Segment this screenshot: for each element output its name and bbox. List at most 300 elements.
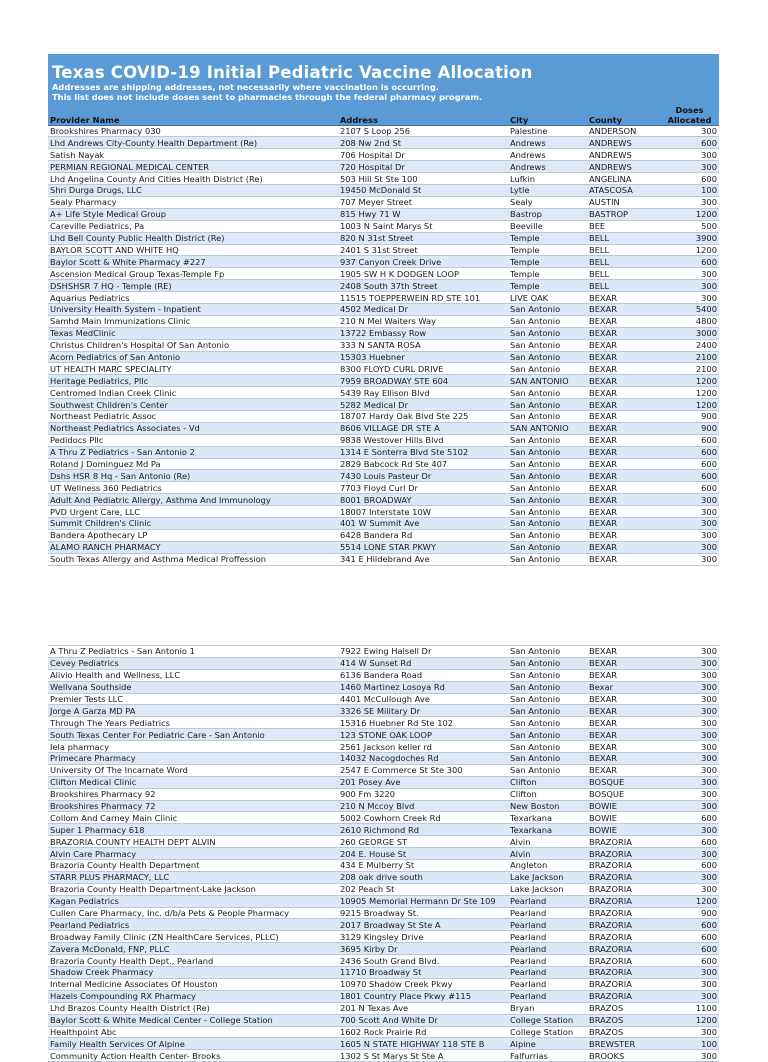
cell-city: College Station: [508, 1014, 587, 1026]
cell-address: 260 GEORGE ST: [338, 836, 508, 848]
cell-doses: 1200: [660, 387, 719, 399]
table-row: [48, 693, 719, 705]
cell-county: BOWIE: [587, 824, 660, 836]
cell-county: BELL: [587, 244, 660, 256]
cell-city: College Station: [508, 1026, 587, 1038]
cell-doses: 300: [660, 824, 719, 836]
cell-provider: Brazoria County Health Dept., Pearland: [48, 955, 338, 967]
cell-address: 900 Fm 3220: [338, 788, 508, 800]
cell-city: San Antonio: [508, 327, 587, 339]
cell-address: 19450 McDonald St: [338, 185, 508, 197]
cell-address: 210 N Mccoy Blvd: [338, 800, 508, 812]
cell-city: Lufkin: [508, 173, 587, 185]
cell-address: 4502 Medical Dr: [338, 303, 508, 315]
table-row: [48, 506, 719, 518]
table-row: [48, 553, 719, 565]
cell-doses: 300: [660, 848, 719, 860]
table-row: [48, 458, 719, 470]
table-row: [48, 669, 719, 681]
table-row: [48, 860, 719, 872]
cell-doses: 300: [660, 776, 719, 788]
cell-county: BEXAR: [587, 446, 660, 458]
cell-address: 11710 Broadway St: [338, 967, 508, 979]
cell-city: San Antonio: [508, 741, 587, 753]
cell-provider: Healthpoint Abc: [48, 1026, 338, 1038]
table-row: [48, 646, 719, 658]
table-row: [48, 1038, 719, 1050]
allocation-table: [48, 105, 719, 566]
cell-city: San Antonio: [508, 541, 587, 553]
cell-provider: Alivio Health and Wellness, LLC: [48, 669, 338, 681]
table-row: [48, 292, 719, 304]
table-row: [48, 919, 719, 931]
cell-city: San Antonio: [508, 764, 587, 776]
cell-city: San Antonio: [508, 753, 587, 765]
cell-doses: 600: [660, 836, 719, 848]
cell-city: Lake Jackson: [508, 883, 587, 895]
cell-address: 9838 Westover Hills Blvd: [338, 434, 508, 446]
cell-doses: 300: [660, 978, 719, 990]
cell-city: New Boston: [508, 800, 587, 812]
table-row: [48, 387, 719, 399]
cell-address: 5439 Ray Ellison Blvd: [338, 387, 508, 399]
table-row: [48, 280, 719, 292]
cell-city: Andrews: [508, 161, 587, 173]
table-row: [48, 895, 719, 907]
cell-provider: STARR PLUS PHARMACY, LLC: [48, 871, 338, 883]
cell-city: Bastrop: [508, 208, 587, 220]
cell-provider: Cullen Care Pharmacy, Inc. d/b/a Pets & People Pharmacy: [48, 907, 338, 919]
cell-city: San Antonio: [508, 351, 587, 363]
cell-provider: Broadway Family Clinic (ZN HealthCare Services, PLLC): [48, 931, 338, 943]
cell-address: 2829 Babcock Rd Ste 407: [338, 458, 508, 470]
cell-doses: 300: [660, 125, 719, 137]
cell-county: BRAZORIA: [587, 978, 660, 990]
cell-city: San Antonio: [508, 494, 587, 506]
cell-address: 201 Posey Ave: [338, 776, 508, 788]
cell-city: Pearland: [508, 919, 587, 931]
cell-county: BRAZOS: [587, 1002, 660, 1014]
cell-address: 7703 Floyd Curl Dr: [338, 482, 508, 494]
cell-doses: 300: [660, 646, 719, 658]
cell-doses: 300: [660, 729, 719, 741]
table-row: [48, 315, 719, 327]
cell-city: San Antonio: [508, 506, 587, 518]
cell-county: BEXAR: [587, 339, 660, 351]
cell-county: BEXAR: [587, 351, 660, 363]
cell-city: Sealy: [508, 196, 587, 208]
table-row: [48, 776, 719, 788]
cell-doses: 300: [660, 990, 719, 1002]
cell-county: BRAZORIA: [587, 860, 660, 872]
cell-address: 4401 McCullough Ave: [338, 693, 508, 705]
cell-doses: 300: [660, 800, 719, 812]
sheet-subtitle-pharmacy-note: This list does not include doses sent to pharmacies through the federal pharmacy program.: [52, 92, 483, 103]
cell-address: 333 N SANTA ROSA: [338, 339, 508, 351]
cell-provider: Baylor Scott & White Medical Center - College Station: [48, 1014, 338, 1026]
table-row: [48, 494, 719, 506]
cell-provider: Summit Children's Clinic: [48, 517, 338, 529]
cell-county: BELL: [587, 280, 660, 292]
cell-provider: Lhd Bell County Public Health District (Re): [48, 232, 338, 244]
cell-address: 6428 Bandera Rd: [338, 529, 508, 541]
cell-address: 1905 SW H K DODGEN LOOP: [338, 268, 508, 280]
cell-provider: Northeast Pediatrics Associates - Vd: [48, 422, 338, 434]
table-row: [48, 256, 719, 268]
table-row: [48, 482, 719, 494]
cell-provider: UT Wellness 360 Pediatrics: [48, 482, 338, 494]
cell-address: 2408 South 37th Street: [338, 280, 508, 292]
table-row: [48, 517, 719, 529]
column-header-provider: Provider Name: [48, 105, 338, 126]
cell-doses: 300: [660, 541, 719, 553]
cell-doses: 1200: [660, 375, 719, 387]
cell-address: 2017 Broadway St Ste A: [338, 919, 508, 931]
cell-city: Lake Jackson: [508, 871, 587, 883]
cell-address: 7959 BROADWAY STE 604: [338, 375, 508, 387]
allocation-sheet-continued: [48, 645, 719, 1062]
cell-provider: Iela pharmacy: [48, 741, 338, 753]
cell-county: BEXAR: [587, 327, 660, 339]
cell-provider: Northeast Pediatric Assoc: [48, 410, 338, 422]
cell-city: Andrews: [508, 149, 587, 161]
cell-provider: A Thru Z Pediatrics - San Antonio 2: [48, 446, 338, 458]
cell-address: 2610 Richmond Rd: [338, 824, 508, 836]
table-row: [48, 410, 719, 422]
cell-county: BEXAR: [587, 705, 660, 717]
cell-doses: 300: [660, 871, 719, 883]
cell-county: BRAZORIA: [587, 990, 660, 1002]
cell-city: San Antonio: [508, 363, 587, 375]
cell-address: 2561 Jackson keller rd: [338, 741, 508, 753]
cell-city: San Antonio: [508, 339, 587, 351]
cell-county: BRAZORIA: [587, 895, 660, 907]
table-row: [48, 990, 719, 1002]
column-header-doses: [660, 105, 719, 126]
table-row: [48, 161, 719, 173]
table-row: [48, 173, 719, 185]
cell-address: 503 Hill St Ste 100: [338, 173, 508, 185]
cell-city: Andrews: [508, 137, 587, 149]
cell-county: BELL: [587, 268, 660, 280]
cell-provider: Satish Nayak: [48, 149, 338, 161]
column-header-county: County: [587, 105, 660, 126]
cell-address: 1302 S St Marys St Ste A: [338, 1050, 508, 1062]
cell-provider: Collom And Carney Main Clinic: [48, 812, 338, 824]
cell-county: BRAZORIA: [587, 848, 660, 860]
table-row: [48, 717, 719, 729]
cell-provider: Internal Medicine Associates Of Houston: [48, 978, 338, 990]
table-row: [48, 446, 719, 458]
cell-county: BRAZORIA: [587, 836, 660, 848]
cell-city: Pearland: [508, 931, 587, 943]
table-row: [48, 978, 719, 990]
cell-doses: 4800: [660, 315, 719, 327]
cell-provider: Sealy Pharmacy: [48, 196, 338, 208]
table-row: [48, 232, 719, 244]
cell-provider: Jorge A Garza MD PA: [48, 705, 338, 717]
table-row: [48, 1050, 719, 1062]
cell-doses: 3900: [660, 232, 719, 244]
cell-county: BEXAR: [587, 375, 660, 387]
cell-doses: 600: [660, 860, 719, 872]
cell-address: 3129 Kingsley Drive: [338, 931, 508, 943]
cell-address: 707 Meyer Street: [338, 196, 508, 208]
table-header-row: [48, 105, 719, 126]
cell-doses: 1200: [660, 208, 719, 220]
cell-city: Beeville: [508, 220, 587, 232]
cell-provider: BAYLOR SCOTT AND WHITE HQ: [48, 244, 338, 256]
cell-doses: 600: [660, 919, 719, 931]
cell-provider: Brazoria County Health Department-Lake Jackson: [48, 883, 338, 895]
cell-doses: 300: [660, 764, 719, 776]
cell-provider: Heritage Pediatrics, Pllc: [48, 375, 338, 387]
cell-county: BROOKS: [587, 1050, 660, 1062]
cell-county: BEXAR: [587, 529, 660, 541]
cell-provider: Careville Pediatrics, Pa: [48, 220, 338, 232]
cell-county: BEXAR: [587, 553, 660, 565]
cell-county: AUSTIN: [587, 196, 660, 208]
allocation-table-continued: [48, 645, 719, 1062]
cell-provider: ALAMO RANCH PHARMACY: [48, 541, 338, 553]
cell-doses: 600: [660, 943, 719, 955]
cell-doses: 300: [660, 506, 719, 518]
cell-doses: 1200: [660, 399, 719, 411]
cell-doses: 300: [660, 705, 719, 717]
table-row: [48, 871, 719, 883]
cell-county: BRAZORIA: [587, 967, 660, 979]
cell-provider: DSHSHSR 7 HQ - Temple (RE): [48, 280, 338, 292]
table-row: [48, 529, 719, 541]
cell-address: 8001 BROADWAY: [338, 494, 508, 506]
cell-provider: Baylor Scott & White Pharmacy #227: [48, 256, 338, 268]
cell-address: 1460 Martinez Losoya Rd: [338, 681, 508, 693]
cell-provider: Centromed Indian Creek Clinic: [48, 387, 338, 399]
cell-county: BEXAR: [587, 741, 660, 753]
cell-county: ATASCOSA: [587, 185, 660, 197]
table-row: [48, 931, 719, 943]
cell-doses: 300: [660, 1026, 719, 1038]
table-row: [48, 764, 719, 776]
cell-county: BASTROP: [587, 208, 660, 220]
column-header-city: City: [508, 105, 587, 126]
cell-doses: 600: [660, 256, 719, 268]
cell-city: Pearland: [508, 978, 587, 990]
cell-address: 202 Peach St: [338, 883, 508, 895]
cell-county: BEXAR: [587, 387, 660, 399]
cell-city: San Antonio: [508, 458, 587, 470]
cell-doses: 300: [660, 292, 719, 304]
cell-county: BRAZORIA: [587, 919, 660, 931]
cell-address: 3326 SE Military Dr: [338, 705, 508, 717]
cell-county: BELL: [587, 232, 660, 244]
table-row: [48, 729, 719, 741]
cell-county: BEXAR: [587, 729, 660, 741]
cell-city: LIVE OAK: [508, 292, 587, 304]
table-row: [48, 196, 719, 208]
cell-city: Temple: [508, 244, 587, 256]
cell-county: BRAZORIA: [587, 955, 660, 967]
cell-provider: Shadow Creek Pharmacy: [48, 967, 338, 979]
cell-provider: Ascension Medical Group Texas-Temple Fp: [48, 268, 338, 280]
cell-address: 8300 FLOYD CURL DRIVE: [338, 363, 508, 375]
cell-city: San Antonio: [508, 693, 587, 705]
cell-provider: Adult And Pediatric Allergy, Asthma And Immunology: [48, 494, 338, 506]
cell-city: San Antonio: [508, 553, 587, 565]
table-row: [48, 883, 719, 895]
cell-address: 208 oak drive south: [338, 871, 508, 883]
cell-provider: Acorn Pediatrics of San Antonio: [48, 351, 338, 363]
cell-address: 2547 E Commerce St Ste 300: [338, 764, 508, 776]
cell-address: 13722 Embassy Row: [338, 327, 508, 339]
cell-address: 11515 TOEPPERWEIN RD STE 101: [338, 292, 508, 304]
cell-doses: 1200: [660, 1014, 719, 1026]
cell-address: 414 W Sunset Rd: [338, 657, 508, 669]
cell-doses: 2400: [660, 339, 719, 351]
cell-provider: Through The Years Pediatrics: [48, 717, 338, 729]
cell-city: San Antonio: [508, 434, 587, 446]
cell-city: San Antonio: [508, 303, 587, 315]
table-row: [48, 137, 719, 149]
cell-address: 5002 Cowhorn Creek Rd: [338, 812, 508, 824]
table-row: [48, 244, 719, 256]
cell-city: Temple: [508, 268, 587, 280]
table-row: [48, 327, 719, 339]
cell-doses: 300: [660, 529, 719, 541]
cell-county: ANDREWS: [587, 137, 660, 149]
cell-address: 1003 N Saint Marys St: [338, 220, 508, 232]
cell-doses: 1200: [660, 895, 719, 907]
cell-county: BEXAR: [587, 363, 660, 375]
cell-doses: 300: [660, 753, 719, 765]
cell-doses: 500: [660, 220, 719, 232]
cell-provider: Dshs HSR 8 Hq - San Antonio (Re): [48, 470, 338, 482]
cell-city: Texarkana: [508, 812, 587, 824]
cell-address: 434 E Mulberry St: [338, 860, 508, 872]
column-header-doses-line2: Allocated: [667, 114, 712, 125]
table-row: [48, 351, 719, 363]
table-row: [48, 812, 719, 824]
cell-city: San Antonio: [508, 517, 587, 529]
cell-doses: 1200: [660, 244, 719, 256]
cell-city: Temple: [508, 280, 587, 292]
cell-county: BEXAR: [587, 303, 660, 315]
table-row: [48, 955, 719, 967]
cell-address: 15303 Huebner: [338, 351, 508, 363]
cell-doses: 1100: [660, 1002, 719, 1014]
cell-county: ANDREWS: [587, 149, 660, 161]
cell-city: Palestine: [508, 125, 587, 137]
cell-city: San Antonio: [508, 705, 587, 717]
cell-provider: PERMIAN REGIONAL MEDICAL CENTER: [48, 161, 338, 173]
cell-city: Clifton: [508, 776, 587, 788]
cell-county: BRAZORIA: [587, 943, 660, 955]
cell-provider: Shri Durga Drugs, LLC: [48, 185, 338, 197]
cell-doses: 300: [660, 717, 719, 729]
table-row: [48, 339, 719, 351]
cell-address: 9215 Broadway St.: [338, 907, 508, 919]
cell-doses: 600: [660, 470, 719, 482]
table-row: [48, 824, 719, 836]
table-row: [48, 657, 719, 669]
table-row: [48, 268, 719, 280]
cell-address: 2107 S Loop 256: [338, 125, 508, 137]
cell-county: BEXAR: [587, 422, 660, 434]
cell-provider: UT HEALTH MARC SPECIALITY: [48, 363, 338, 375]
cell-address: 815 Hwy 71 W: [338, 208, 508, 220]
cell-city: San Antonio: [508, 470, 587, 482]
cell-county: BEXAR: [587, 399, 660, 411]
cell-doses: 900: [660, 907, 719, 919]
cell-city: Angleton: [508, 860, 587, 872]
cell-city: Temple: [508, 256, 587, 268]
sheet-subtitle-addresses: Addresses are shipping addresses, not necessarily where vaccination is occurring.: [52, 82, 439, 92]
cell-provider: Wellvana Southside: [48, 681, 338, 693]
cell-doses: 300: [660, 741, 719, 753]
cell-address: 820 N 31st Street: [338, 232, 508, 244]
cell-county: BOSQUE: [587, 788, 660, 800]
cell-provider: Hazels Compounding RX Pharmacy: [48, 990, 338, 1002]
cell-doses: 600: [660, 137, 719, 149]
cell-provider: Family Health Services Of Alpine: [48, 1038, 338, 1050]
cell-address: 208 Nw 2nd St: [338, 137, 508, 149]
cell-county: BRAZORIA: [587, 931, 660, 943]
cell-provider: Pedidocs Pllc: [48, 434, 338, 446]
cell-provider: Texas MedClinic: [48, 327, 338, 339]
cell-city: San Antonio: [508, 669, 587, 681]
cell-address: 1602 Rock Prairie Rd: [338, 1026, 508, 1038]
cell-doses: 300: [660, 553, 719, 565]
cell-provider: Zavera McDonald, FNP, PLLC: [48, 943, 338, 955]
cell-address: 210 N Mel Waiters Way: [338, 315, 508, 327]
sheet-title: Texas COVID-19 Initial Pediatric Vaccine Allocation: [52, 63, 533, 82]
cell-doses: 300: [660, 693, 719, 705]
cell-provider: Super 1 Pharmacy 618: [48, 824, 338, 836]
cell-doses: 300: [660, 669, 719, 681]
table-row: [48, 208, 719, 220]
table-row: [48, 375, 719, 387]
cell-provider: Lhd Brazos County Health District (Re): [48, 1002, 338, 1014]
cell-doses: 300: [660, 494, 719, 506]
cell-county: BEXAR: [587, 434, 660, 446]
cell-provider: Christus Children's Hospital Of San Antonio: [48, 339, 338, 351]
table-row: [48, 422, 719, 434]
cell-provider: Cevey Pediatrics: [48, 657, 338, 669]
cell-city: Alvin: [508, 836, 587, 848]
cell-city: San Antonio: [508, 681, 587, 693]
cell-city: San Antonio: [508, 410, 587, 422]
table-row: [48, 1014, 719, 1026]
cell-county: BOWIE: [587, 812, 660, 824]
cell-provider: A+ Life Style Medical Group: [48, 208, 338, 220]
cell-city: San Antonio: [508, 729, 587, 741]
cell-city: San Antonio: [508, 399, 587, 411]
cell-address: 720 Hospital Dr: [338, 161, 508, 173]
cell-city: Pearland: [508, 955, 587, 967]
table-row: [48, 800, 719, 812]
cell-address: 18707 Hardy Oak Blvd Ste 225: [338, 410, 508, 422]
table-row: [48, 363, 719, 375]
cell-address: 341 E Hildebrand Ave: [338, 553, 508, 565]
cell-doses: 300: [660, 149, 719, 161]
cell-address: 937 Canyon Creek Drive: [338, 256, 508, 268]
cell-city: Pearland: [508, 943, 587, 955]
cell-county: ANDERSON: [587, 125, 660, 137]
cell-county: BRAZORIA: [587, 883, 660, 895]
cell-doses: 300: [660, 657, 719, 669]
table-row: [48, 907, 719, 919]
cell-county: BEXAR: [587, 506, 660, 518]
